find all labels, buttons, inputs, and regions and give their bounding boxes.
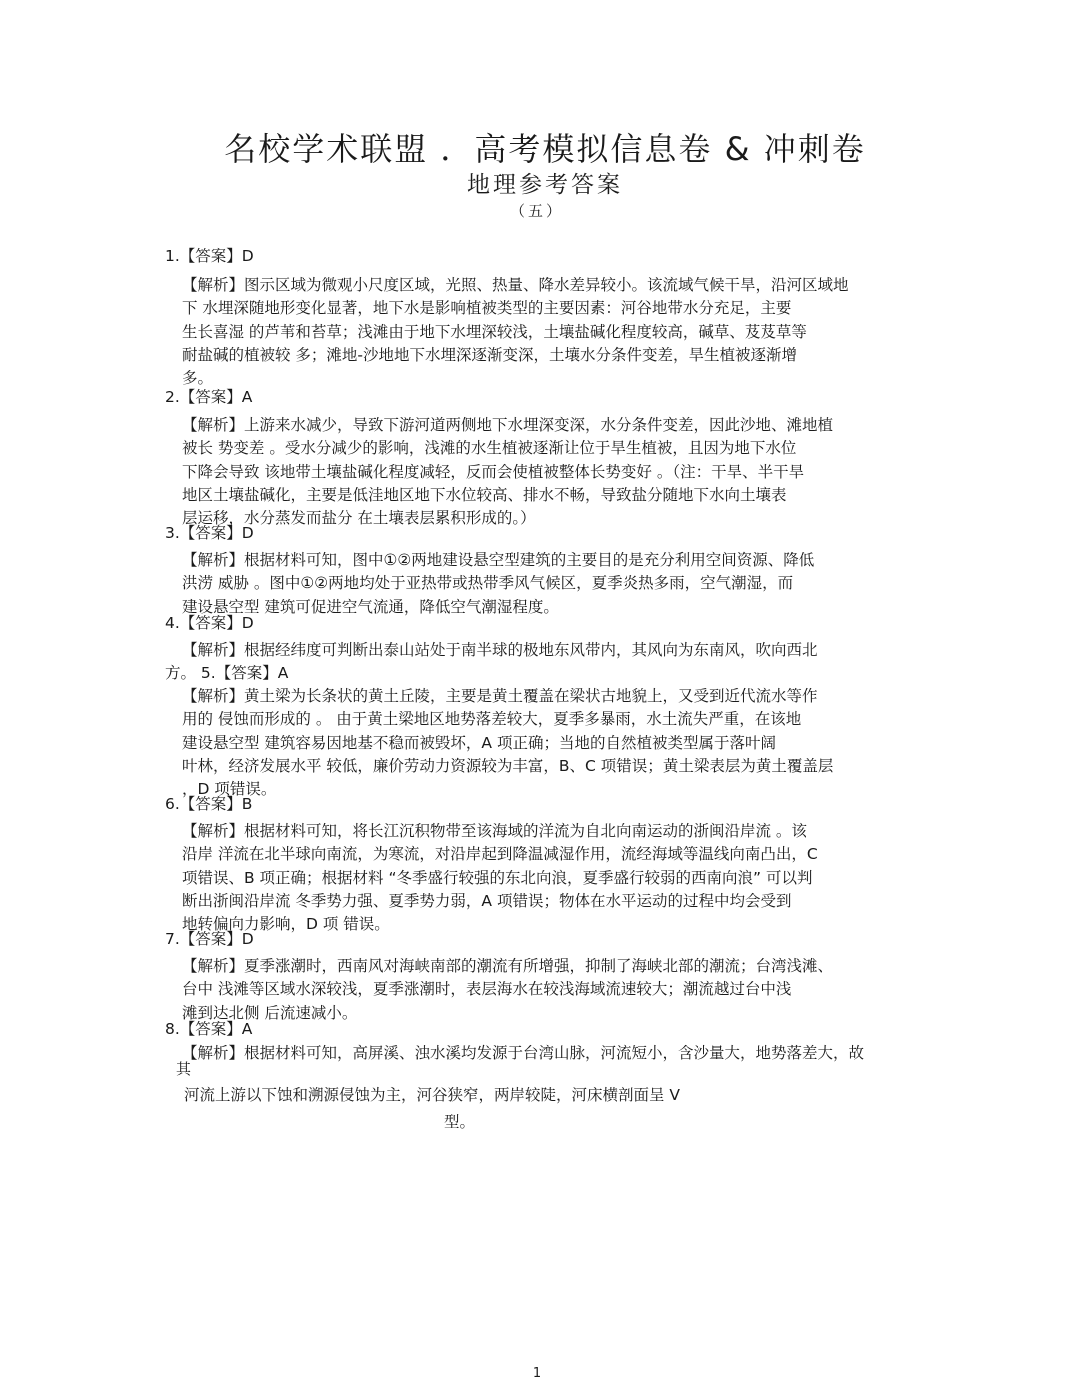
explanation-6 — [182, 820, 818, 936]
explanation-3 — [182, 549, 814, 619]
explanation-line: 【解析】根据经纬度可判断出泰山站处于南半球的极地东风带内，其风向为东南风，吹向西北 — [182, 641, 818, 659]
explanation-8-overflow: 其 — [176, 1060, 192, 1078]
explanation-line: 【解析】上游来水减少，导致下游河道两侧地下水埋深变深，水分条件变差，因此沙地、滩地植 — [182, 416, 834, 434]
explanation-line: 【解析】图示区域为微观小尺度区域，光照、热量、降水差异较小。该流域气候干旱，沿河区域地 — [182, 276, 849, 294]
explanation-8-continued: 河流上游以下蚀和溯源侵蚀为主，河谷狭窄，两岸较陡，河床横剖面呈 V — [184, 1086, 681, 1104]
answer-2: 2.【答案】A — [165, 388, 253, 406]
explanation-line: 【解析】根据材料可知，将长江沉积物带至该海域的洋流为自北向南运动的浙闽沿岸流 。该 — [182, 822, 807, 840]
answer-1: 1.【答案】D — [165, 247, 254, 265]
explanation-line: 【解析】根据材料可知，高屏溪、浊水溪均发源于台湾山脉，河流短小，含沙量大，地势落差大，故 — [182, 1044, 865, 1062]
explanation-line: 【解析】黄土梁为长条状的黄土丘陵，主要是黄土覆盖在梁状古地貌上，又受到近代流水等作 — [182, 687, 818, 705]
explanation-1 — [182, 274, 849, 390]
page-number: 1 — [532, 1366, 542, 1381]
explanation-line: 洪涝 威胁 。图中①②两地均处于亚热带或热带季风气候区，夏季炎热多雨，空气潮湿，而 — [182, 574, 794, 593]
explanation-line: 下降会导致 该地带土壤盐碱化程度减轻，反而会使植被整体长势变好 。（注：干旱、半干旱 — [182, 462, 805, 481]
explanation-line: 【解析】夏季涨潮时，西南风对海峡南部的潮流有所增强，抑制了海峡北部的潮流；台湾浅滩、 — [182, 957, 834, 975]
explanation-line: 多。 — [182, 369, 214, 388]
explanation-line: 地区土壤盐碱化，主要是低洼地区地下水位较高、排水不畅，导致盐分随地下水向土壤表 — [182, 485, 787, 504]
explanation-line: 【解析】根据材料可知，图中①②两地建设悬空型建筑的主要目的是充分利用空间资源、降低 — [182, 551, 815, 569]
explanation-line: 滩到达北侧 后流速减小。 — [182, 1003, 358, 1022]
explanation-line: 生长喜湿 的芦苇和苔草；浅滩由于地下水埋深较浅，土壤盐碱化程度较高，碱草、芨芨草等 — [182, 322, 807, 341]
answer-3: 3.【答案】D — [165, 524, 254, 542]
explanation-line: 地转偏向力影响，D 项 错误。 — [182, 915, 390, 934]
explanation-line: ，D 项错误。 — [182, 780, 277, 799]
answer-4: 4.【答案】D — [165, 614, 254, 632]
explanation-line: 耐盐碱的植被较 多；滩地-沙地地下水埋深逐渐变深，土壤水分条件变差，旱生植被逐渐增 — [182, 345, 798, 364]
document-subtitle: 地理参考答案 — [467, 172, 623, 198]
explanation-5 — [182, 685, 833, 801]
explanation-8-end: 型。 — [444, 1113, 476, 1131]
explanation-4 — [182, 639, 818, 662]
document-title: 名校学术联盟 ．高考模拟信息卷 & 冲刺卷 — [224, 130, 866, 168]
explanation-line: 下 水埋深随地形变化显著，地下水是影响植被类型的主要因素：河谷地带水分充足，主要 — [182, 299, 792, 318]
answer-5: 方。 5.【答案】A — [165, 664, 289, 682]
answer-6: 6.【答案】B — [165, 795, 253, 813]
answer-8: 8.【答案】A — [165, 1020, 253, 1038]
paper-number: （五） — [509, 202, 564, 220]
explanation-line: 层运移，水分蒸发而盐分 在土壤表层累积形成的。） — [182, 509, 536, 528]
explanation-2 — [182, 414, 833, 530]
explanation-line: 被长 势变差 。受水分减少的影响，浅滩的水生植被逐渐让位于旱生植被，且因为地下水位 — [182, 439, 797, 458]
explanation-line: 断出浙闽沿岸流 冬季势力强、夏季势力弱，A 项错误；物体在水平运动的过程中均会受到 — [182, 891, 792, 910]
explanation-line: 建设悬空型 建筑容易因地基不稳而被毁坏，A 项正确；当地的自然植被类型属于落叶阔 — [182, 733, 776, 752]
explanation-line: 项错误、B 项正确；根据材料 “冬季盛行较强的东北向浪，夏季盛行较弱的西南向浪” 可以判 — [182, 868, 813, 887]
explanation-8 — [182, 1042, 864, 1065]
explanation-line: 建设悬空型 建筑可促进空气流通，降低空气潮湿程度。 — [182, 597, 559, 616]
explanation-line: 用的 侵蚀而形成的 。 由于黄土梁地区地势落差较大，夏季多暴雨，水土流失严重，在该地 — [182, 710, 802, 729]
explanation-line: 沿岸 洋流在北半球向南流，为寒流，对沿岸起到降温减湿作用，流经海域等温线向南凸出，C — [182, 845, 818, 864]
explanation-line: 叶林，经济发展水平 较低，廉价劳动力资源较为丰富，B、C 项错误；黄土梁表层为黄土覆盖层 — [182, 756, 834, 775]
explanation-7 — [182, 955, 833, 1025]
explanation-line: 台中 浅滩等区域水深较浅，夏季涨潮时，表层海水在较浅海域流速较大；潮流越过台中浅 — [182, 980, 792, 999]
answer-7: 7.【答案】D — [165, 930, 254, 948]
